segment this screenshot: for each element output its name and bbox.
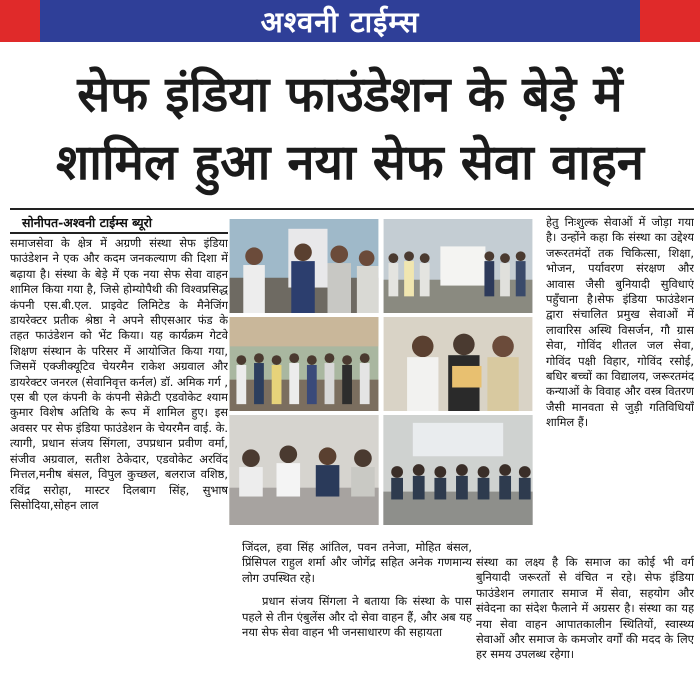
photo-meeting-table-image xyxy=(229,415,379,525)
article-column-1 xyxy=(10,236,228,681)
article-paragraph: समाजसेवा के क्षेत्र में अग्रणी संस्था सेफ इंडिया फाउंडेशन ने एक और कदम जनकल्याण की दिशा में बढ़ाया है। संस्था के बेड़े में एक नया सेफ सेवा वाहन शामिल किया गया है, जिसे होम्योपैथी की विश्वप्रसिद्ध कंपनी एस.बी.एल. प्राइवेट लिमिटेड के मैनेजिंग डायरेक्टर प्रतीक श्रेष्ठा ने अपने सीएसआर फंड के तहत फाउंडेशन को भेंट किया। यह कार्यक्रम गेटवे शिक्षण संस्थान के परिसर में आयोजित किया गया, जिसमें एक्जीक्यूटिव चेयरमैन राकेश अग्रवाल और डायरेक्टर जनरल (सेवानिवृत्त कर्नल) डॉ. अमिक गर्ग , एस बी एल कंपनी के कंपनी सेक्रेटी एडवोकेट श्याम कुमार विशेष अतिथि के रूप में शामिल हुए। इस अवसर पर सेफ इंडिया फाउंडेशन के चेयरमैन वाई. के. त्यागी, प्रधान संजय सिंगला, उपप्रधान प्रवीण वर्मा, संजीव अग्रवाल, सतीश ठेकेदार, एडवोकेट अरविंद मित्तल,मनीष बंसल, विपुल कुच्छल, बलराज वशिष्ठ, रविंद्र सरोहा, मास्टर दिलबाग सिंह, सुभाष सिसोदिया,सोहन लाल xyxy=(10,236,228,512)
headline-line-1: सेफ इंडिया फाउंडेशन के बेड़े में xyxy=(77,66,623,123)
photo-gathering-outdoor xyxy=(228,316,380,412)
article-column-2-top xyxy=(546,215,694,555)
masthead-band xyxy=(40,0,640,42)
byline-rule xyxy=(10,232,228,234)
photo-vehicle-handover-image xyxy=(229,219,379,313)
photo-vehicle-handover xyxy=(228,218,380,314)
photo-group-with-vehicle-image xyxy=(383,219,533,313)
photo-memento-presentation-image xyxy=(383,317,533,411)
photo-group-with-vehicle xyxy=(382,218,534,314)
article-paragraph: संस्था का लक्ष्य है कि समाज का कोई भी वर्ग बुनियादी जरूरतों से वंचित न रहे। सेफ इंडिया फाउंडेशन लगातार समाज में सेवा, सहयोग और संवेदना का संदेश फैलाने में अग्रसर है। संस्था का यह नया सेवा वाहन आपातकालीन स्थितियों, स्वास्थ्य सेवाओं और समाज के कमजोर वर्गों की मदद के लिए हर समय उपलब्ध रहेगा। xyxy=(476,555,694,662)
headline-line-2: शामिल हुआ नया सेफ सेवा वाहन xyxy=(55,134,645,191)
photo-conference-room-image xyxy=(383,415,533,525)
byline: सोनीपत-अश्वनी टाईम्स ब्यूरो xyxy=(22,215,152,230)
photo-gathering-outdoor-image xyxy=(229,317,379,411)
photo-memento-presentation xyxy=(382,316,534,412)
masthead-red-right xyxy=(640,0,700,42)
article-paragraph: हेतु निःशुल्क सेवाओं में जोड़ा गया है। उन्होंने कहा कि संस्था का उद्देश्य जरूरतमंदों तक चिकित्सा, शिक्षा, भोजन, पर्यावरण संरक्षण और आवास जैसी बुनियादी सुविधाएं पहुँचाना है।सेफ इंडिया फाउंडेशन द्वारा संचालित प्रमुख सेवाओं में लावारिस अस्थि विसर्जन, गौ ग्रास सेवा, गोविंद शीतल जल सेवा, गोविंद पक्षी विहार, गोविंद रसोई, बधिर बच्चों का विद्यालय, जरूरतमंद कन्याओं के विवाह और वस्त्र वितरण जैसी मानवता से जुड़ी गतिविधियाँ शामिल हैं। xyxy=(546,215,694,430)
photo-conference-room xyxy=(382,414,534,526)
photo-meeting-table xyxy=(228,414,380,526)
article-paragraph: प्रधान संजय सिंगला ने बताया कि संस्था के पास पहले से तीन एंबुलेंस और दो सेवा वाहन हैं, और अब यह नया सेफ सेवा वाहन भी जनसाधारण की सहायता xyxy=(242,594,472,640)
article-paragraph: जिंदल, हवा सिंह आंतिल, पवन तनेजा, मोहित बंसल, प्रिंसिपल राहुल शर्मा और जोगेंद्र सहित अनेक गणमान्य लोग उपस्थित रहे। xyxy=(242,540,472,585)
article-column-3 xyxy=(476,555,694,683)
masthead-red-left xyxy=(0,0,40,42)
masthead-title: अश्वनी टाईम्स xyxy=(260,4,420,39)
article-column-2-bottom xyxy=(242,540,472,685)
photo-collage xyxy=(228,218,534,526)
headline-rule xyxy=(10,208,694,210)
